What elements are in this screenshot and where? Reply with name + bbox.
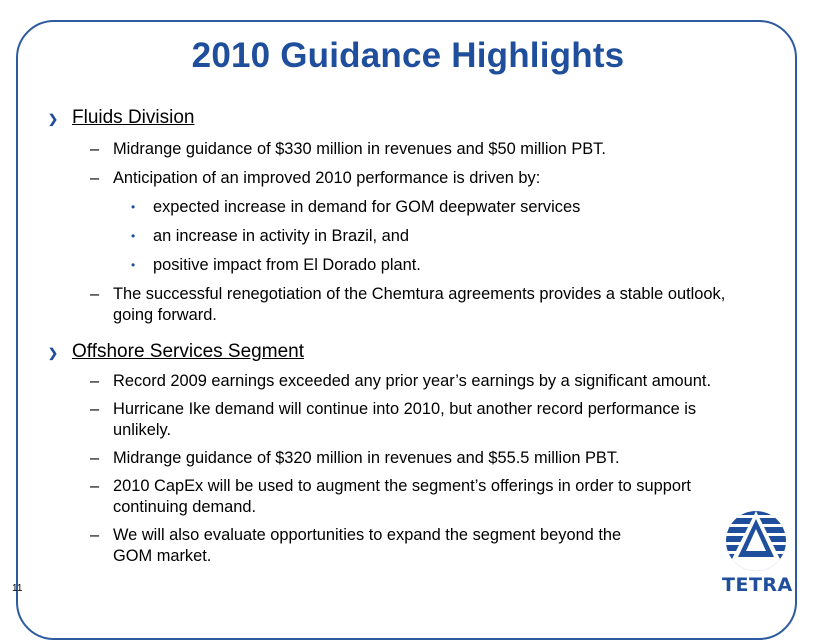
bullet-dot-icon: • xyxy=(131,258,136,272)
list-item xyxy=(48,525,788,567)
dash-icon: – xyxy=(90,372,100,390)
list-item-text: Record 2009 earnings exceeded any prior year’s earnings by a significant amount. xyxy=(113,372,712,390)
list-item xyxy=(48,139,788,160)
dash-icon: – xyxy=(90,449,100,467)
sub-bullet-text: expected increase in demand for GOM deepwater services xyxy=(153,198,581,216)
list-item xyxy=(48,168,788,189)
bullet-dot-icon: • xyxy=(131,200,136,214)
sub-bullet xyxy=(48,197,788,218)
slide-content xyxy=(48,107,788,567)
slide-title: 2010 Guidance Highlights xyxy=(191,36,625,75)
sub-bullet xyxy=(48,255,788,276)
list-item-text: 2010 CapEx will be used to augment the segment’s offerings in order to support continuing demand. xyxy=(113,477,691,516)
list-item-text: Midrange guidance of $330 million in revenues and $50 million PBT. xyxy=(113,140,606,158)
list-item xyxy=(48,399,788,441)
dash-icon: – xyxy=(90,140,100,158)
dash-icon: – xyxy=(90,169,100,187)
section-heading-offshore xyxy=(48,341,788,363)
sub-bullet xyxy=(48,226,788,247)
list-item xyxy=(48,371,788,392)
list-item xyxy=(48,476,788,518)
sub-bullet-text: positive impact from El Dorado plant. xyxy=(153,256,421,274)
list-item xyxy=(48,448,788,469)
section-heading-text: Fluids Division xyxy=(72,107,195,128)
chevron-right-icon: ❯ xyxy=(48,112,59,126)
list-item-text: The successful renegotiation of the Chemtura agreements provides a stable outlook, going forward. xyxy=(113,285,726,324)
dash-icon: – xyxy=(90,526,100,544)
list-item-text: Anticipation of an improved 2010 performance is driven by: xyxy=(113,169,541,187)
logo-wordmark: TETRA xyxy=(722,574,793,596)
bullet-dot-icon: • xyxy=(131,229,136,243)
dash-icon: – xyxy=(90,400,100,418)
list-item-text: Hurricane Ike demand will continue into 2010, but another record performance is unlikely. xyxy=(113,400,697,439)
list-item-text: Midrange guidance of $320 million in revenues and $55.5 million PBT. xyxy=(113,449,620,467)
list-item xyxy=(48,284,788,326)
page-number: 11 xyxy=(12,583,23,594)
section-heading-text: Offshore Services Segment xyxy=(72,341,304,362)
list-item-text: We will also evaluate opportunities to expand the segment beyond the GOM market. xyxy=(113,526,622,565)
dash-icon: – xyxy=(90,477,100,495)
dash-icon: – xyxy=(90,285,100,303)
section-heading-fluids xyxy=(48,107,788,129)
sub-bullet-text: an increase in activity in Brazil, and xyxy=(153,227,409,245)
frame-gap xyxy=(800,478,816,612)
chevron-right-icon: ❯ xyxy=(48,346,59,360)
